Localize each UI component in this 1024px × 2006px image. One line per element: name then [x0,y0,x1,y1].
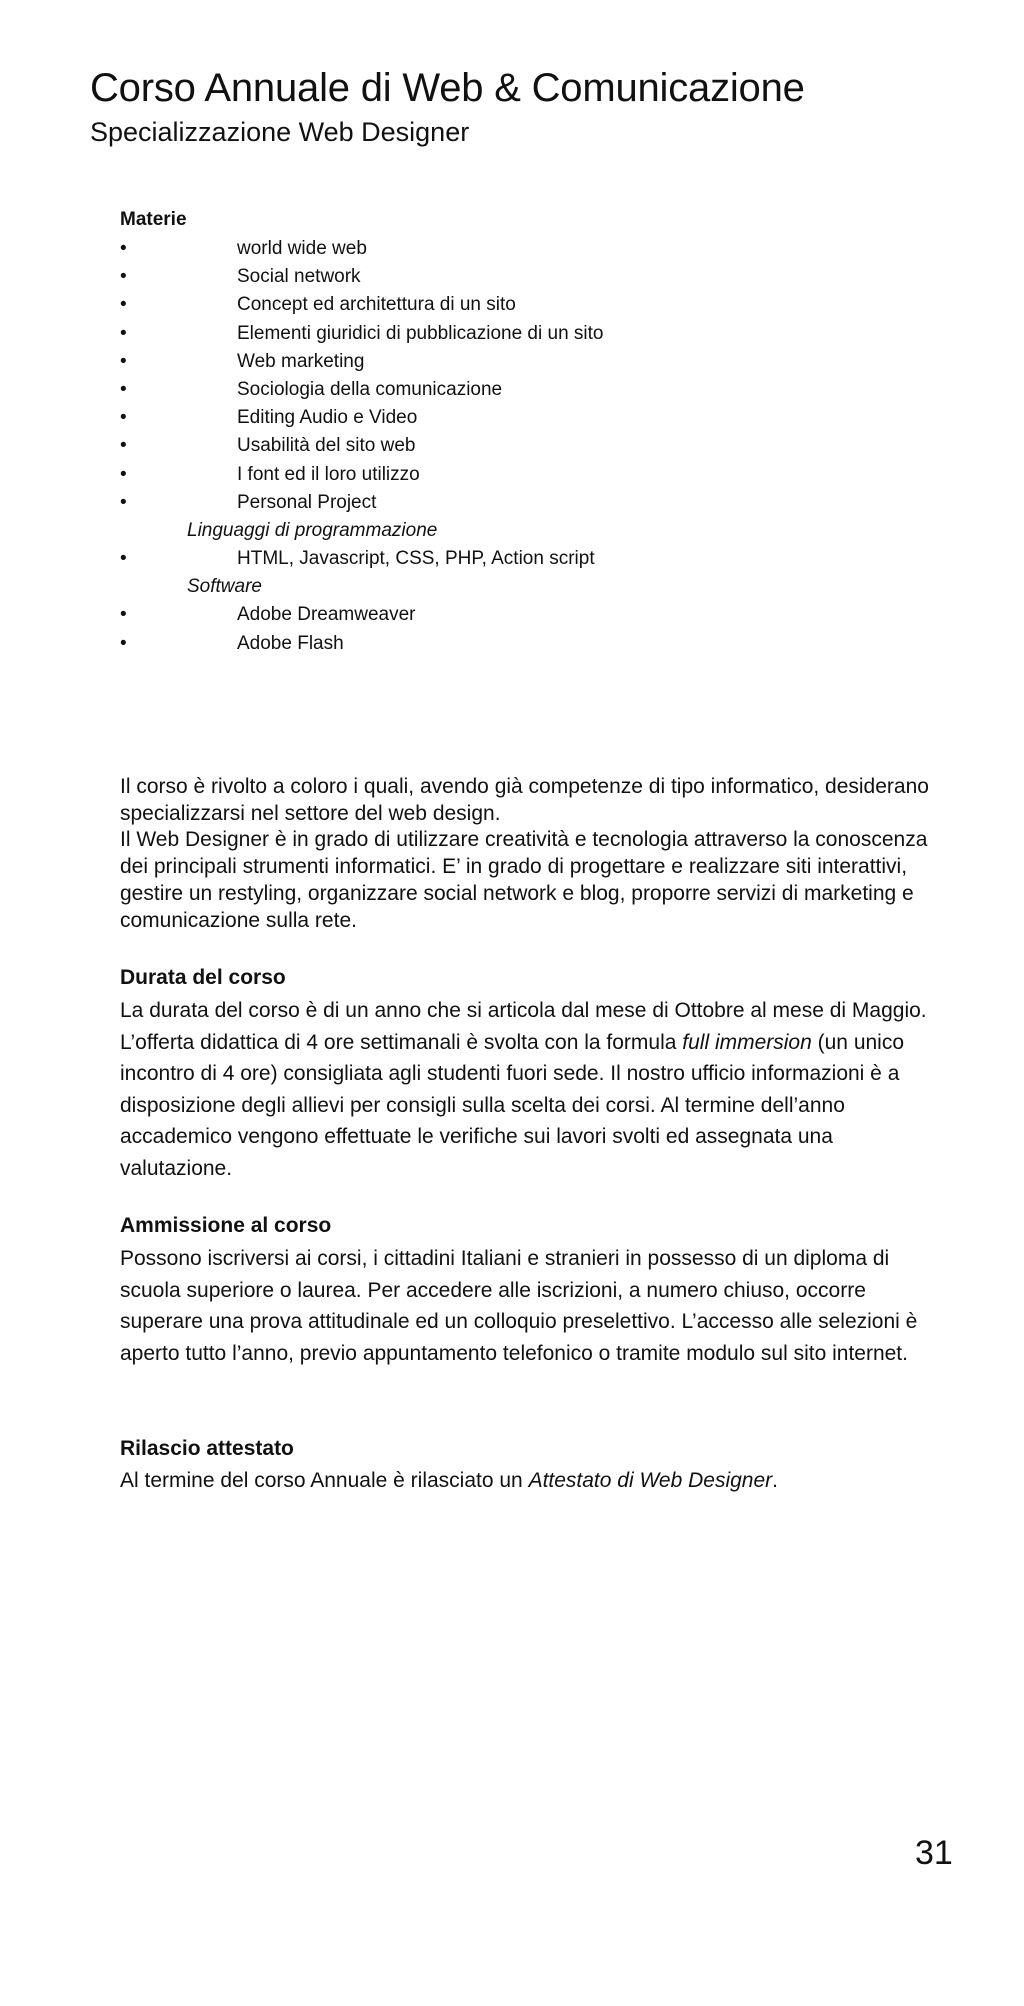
subjects-heading: Materie [120,209,187,230]
list-item [120,404,880,432]
list-item [120,291,880,319]
languages-heading: Linguaggi di programmazione [187,519,438,541]
list-item [120,432,880,460]
certificate-text [120,1466,950,1496]
list-item-label: Personal Project [237,491,377,513]
bullet-icon: • [120,435,127,457]
list-item [120,601,880,629]
list-item [120,376,880,404]
bullet-icon: • [120,294,127,316]
list-item-label: Usabilità del sito web [237,435,416,457]
intro-section [120,774,950,934]
bullet-icon: • [120,491,127,513]
intro-paragraph: Il corso è rivolto a coloro i quali, avendo già competenze di tipo informatico, desiderano specializzarsi nel settore del web design. [120,775,929,825]
list-item-label: HTML, Javascript, CSS, PHP, Action script [237,548,595,570]
duration-section [120,964,950,1185]
certificate-section [120,1435,950,1496]
list-item [120,235,880,263]
list-item-label: Adobe Flash [237,632,344,654]
list-item-label: Web marketing [237,350,365,372]
certificate-heading: Rilascio attestato [120,1437,294,1460]
list-item-label: Editing Audio e Video [237,407,418,429]
bullet-icon: • [120,266,127,288]
list-item-label: Social network [237,266,361,288]
list-item-label: Concept ed architettura di un sito [237,294,516,316]
bullet-icon: • [120,604,127,626]
list-item [120,348,880,376]
bullet-icon: • [120,632,127,654]
page-subtitle: Specializzazione Web Designer [90,117,470,147]
certificate-text-italic: Attestato di Web Designer [528,1469,773,1492]
admission-heading: Ammissione al corso [120,1214,332,1237]
duration-text-italic: full immersion [682,1030,812,1054]
bullet-icon: • [120,407,127,429]
software-heading: Software [187,576,262,598]
list-item-label: I font ed il loro utilizzo [237,463,420,485]
bullet-icon: • [120,322,127,344]
page-number: 31 [915,1834,953,1872]
intro-paragraph: Il Web Designer è in grado di utilizzare creatività e tecnologia attraverso la conoscenza dei principali strumenti informatici. E’ in grado di progettare e realizzare siti interattivi, gestire un restyling, organizzare social network e blog, proporre servizi di marketing e comunicazione sulla rete. [120,828,928,932]
list-item [120,630,880,658]
duration-heading: Durata del corso [120,966,286,989]
admission-section [120,1212,950,1369]
list-item [120,545,880,573]
list-item [120,489,880,517]
list-item-label: Sociologia della comunicazione [237,378,503,400]
list-item [120,320,880,348]
page-title: Corso Annuale di Web & Comunicazione [90,66,805,110]
bullet-icon: • [120,548,127,570]
list-item [120,263,880,291]
bullet-icon: • [120,350,127,372]
certificate-text-end: . [772,1469,778,1492]
duration-text [120,995,950,1185]
duration-text-start: La durata del corso è di un anno che si articola dal mese di Ottobre al mese di Maggio. L’offerta didattica di 4 ore settimanali è svolta con la formula [120,999,927,1054]
duration-text-end: (un unico incontro di 4 ore) consigliata agli studenti fuori sede. Il nostro ufficio informazioni è a disposizione degli allievi per consigli sulla scelta dei corsi. Al termine dell’anno accademico vengono effettuate le verifiche sui lavori svolti ed assegnata una valutazione. [120,1030,905,1180]
admission-text: Possono iscriversi ai corsi, i cittadini Italiani e stranieri in possesso di un diploma di scuola superiore o laurea. Per accedere alle iscrizioni, a numero chiuso, occorre superare una prova attitudinale ed un colloquio preselettivo. L’accesso alle selezioni è aperto tutto l’anno, previo appuntamento telefonico o tramite modulo sul sito internet. [120,1247,918,1365]
list-item-label: Elementi giuridici di pubblicazione di un sito [237,322,604,344]
list-item [120,461,880,489]
list-item-label: Adobe Dreamweaver [237,604,416,626]
bullet-icon: • [120,238,127,259]
bullet-icon: • [120,378,127,400]
subjects-section [120,207,880,658]
bullet-icon: • [120,463,127,485]
list-item-label: world wide web [237,238,367,259]
certificate-text-start: Al termine del corso Annuale è rilasciato un [120,1469,529,1492]
